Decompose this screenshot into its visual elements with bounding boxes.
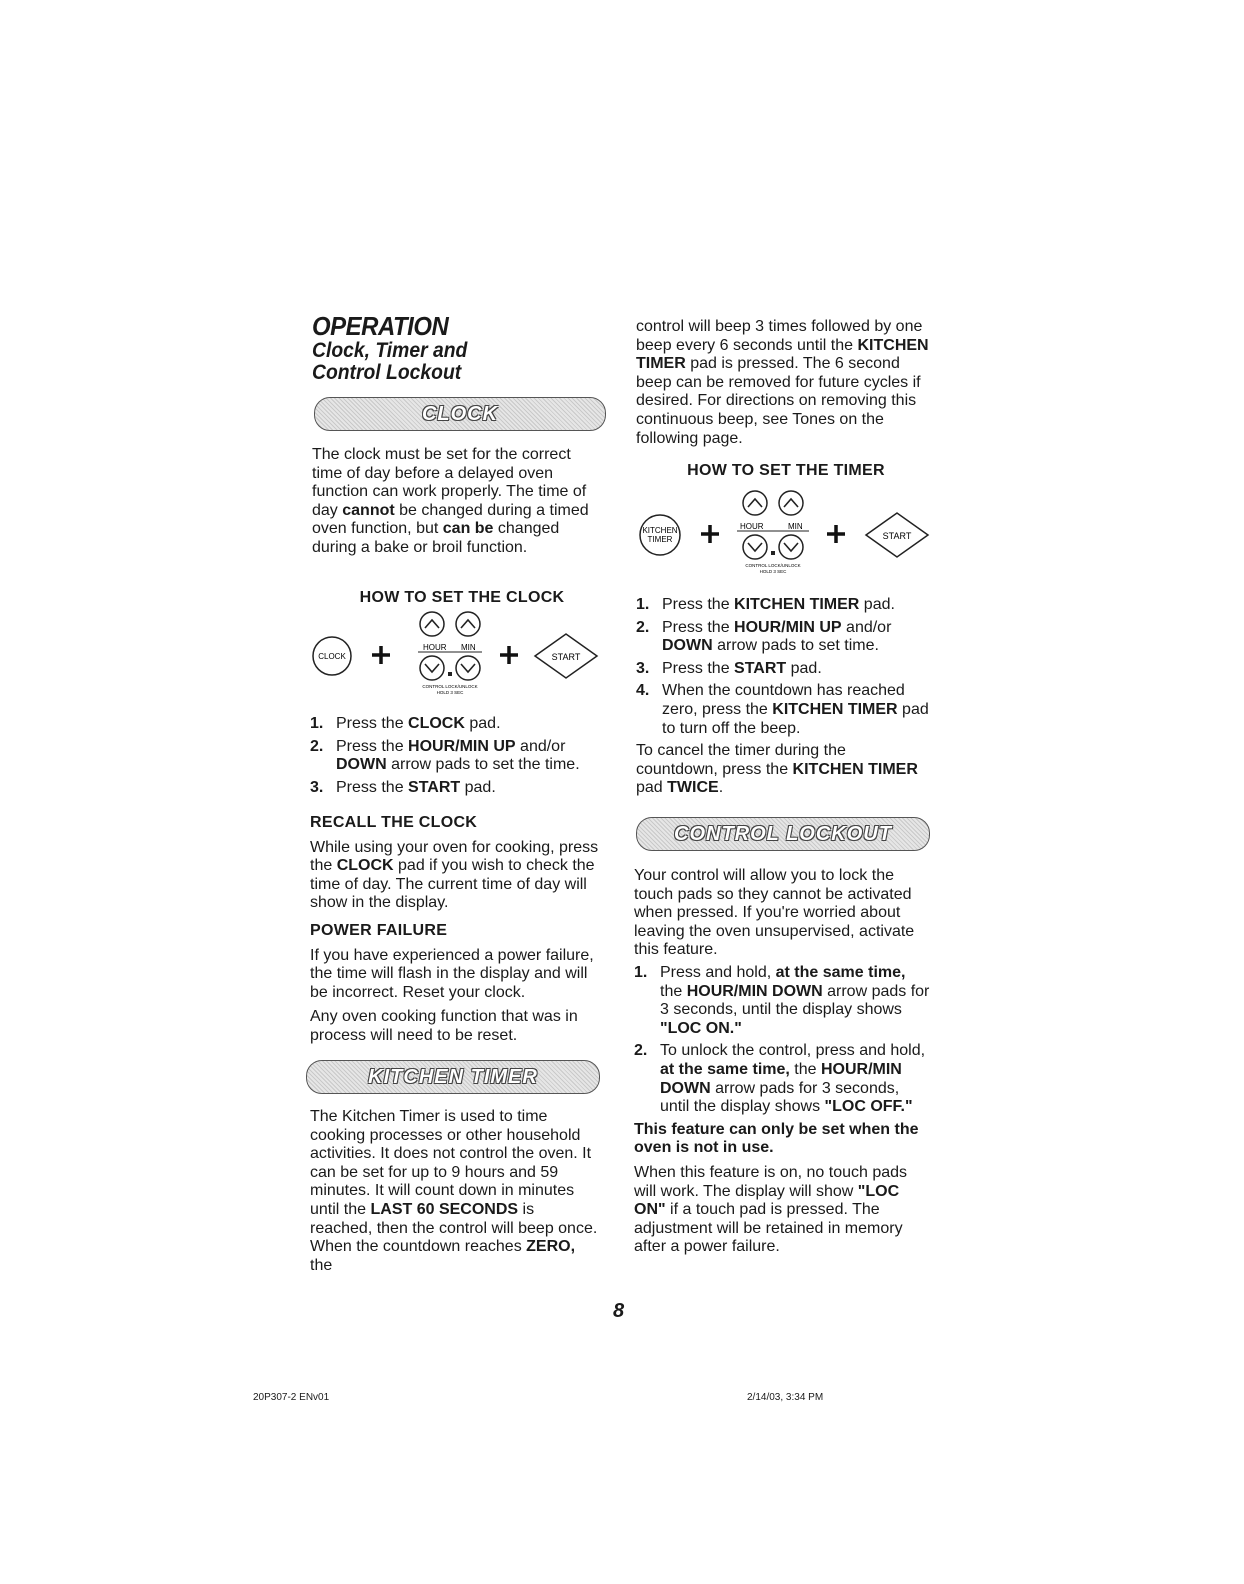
list-item: 4. When the countdown has reached zero, press the KITCHEN TIMER pad to turn off the beep.: [636, 682, 929, 737]
lockout-intro-text: Your control will allow you to lock the touch pads so they cannot be activated when pressed. If you're worried about leaving the oven unsupervised, activate this feature.: [634, 867, 915, 959]
min-down-arrow-icon: [456, 656, 480, 680]
clock-steps: [310, 715, 602, 801]
timer-continued-text: control will beep 3 times followed by one beep every 6 seconds until the KITCHEN TIMER pad is pressed. The 6 second beep can be removed for future cycles if desired. For directions on removing this continuous beep, see Tones on the following page.: [636, 318, 929, 447]
hour-up-arrow-icon: [420, 612, 444, 636]
power-failure-section: [310, 922, 602, 1046]
lockout-section: [634, 867, 930, 1257]
clock-intro-text: The clock must be set for the correct time of day before a delayed oven function can work properly. The time of day cannot be changed during a timed oven function, but can be changed during a bake or broil function.: [312, 446, 589, 556]
plus-icon: [500, 646, 518, 664]
start-pad-label: START: [882, 531, 912, 541]
howto-clock-heading: HOW TO SET THE CLOCK: [359, 589, 565, 606]
clock-keypad-diagram: [310, 608, 610, 704]
clock-banner: [314, 397, 606, 431]
kitchen-timer-pad-label-1: KITCHEN: [642, 526, 678, 535]
timer-continued: [636, 318, 936, 448]
list-item: 3. Press the START pad.: [636, 659, 822, 677]
kitchen-timer-banner: [306, 1060, 600, 1094]
lockout-final-text: When this feature is on, no touch pads will work. The display will show "LOC ON" if a touch pad is pressed. The adjustment will be retained in memory after a power failure.: [634, 1163, 908, 1256]
timer-keypad-diagram: [633, 487, 933, 583]
plus-icon: [827, 525, 845, 543]
timer-intro: [310, 1108, 600, 1275]
min-up-arrow-icon: [456, 612, 480, 636]
timer-steps: [636, 596, 930, 798]
plus-icon: [372, 646, 390, 664]
list-item: 2. Press the HOUR/MIN UP and/or DOWN arrow pads to set time.: [636, 618, 892, 655]
lock-label: CONTROL LOCK/UNLOCK: [422, 684, 478, 689]
list-item: 1. Press the KITCHEN TIMER pad.: [636, 596, 895, 613]
section-title: OPERATION: [312, 311, 449, 341]
howto-timer-heading: HOW TO SET THE TIMER: [687, 462, 885, 479]
lockout-note: This feature can only be set when the oven is not in use.: [634, 1120, 919, 1157]
min-down-arrow-icon: [779, 535, 803, 559]
kitchen-timer-banner-label: KITCHEN TIMER: [368, 1065, 538, 1088]
hour-down-arrow-icon: [743, 535, 767, 559]
footer-right: 2/14/03, 3:34 PM: [747, 1392, 824, 1403]
plus-icon: [701, 525, 719, 543]
min-up-arrow-icon: [779, 491, 803, 515]
control-lockout-banner: [636, 817, 930, 851]
recall-text: While using your oven for cooking, press the CLOCK pad if you wish to check the time of day. The current time of day will show in the display.: [310, 838, 599, 912]
min-label: MIN: [788, 522, 803, 531]
footer-left: 20P307-2 ENv01: [253, 1392, 330, 1403]
power-failure-text: If you have experienced a power failure, the time will flash in the display and will be incorrect. Reset your clock.: [310, 946, 594, 1001]
list-item: 1. Press the CLOCK pad.: [310, 715, 501, 732]
control-lockout-banner-label: CONTROL LOCKOUT: [674, 822, 892, 845]
lock-icon: [448, 672, 452, 676]
timer-intro-text: The Kitchen Timer is used to time cooking processes or other household activities. It does not control the oven. It can be set for up to 9 hours and 59 minutes. It will count down in minutes until the LAST 60 SECONDS is reached, then the control will beep once. When the countdown reaches ZERO, the: [310, 1108, 598, 1274]
page-subtitle: Clock, Timer and Control Lockout: [312, 339, 468, 384]
min-label: MIN: [461, 643, 476, 652]
left-column: [312, 312, 604, 384]
start-pad-label: START: [551, 652, 581, 662]
list-item: 2. Press the HOUR/MIN UP and/or DOWN arrow pads to set the time.: [310, 737, 580, 774]
clock-banner-label: CLOCK: [421, 402, 499, 425]
page-number: 8: [613, 1300, 625, 1322]
hour-label: HOUR: [740, 522, 764, 531]
hold-label: HOLD 3 SEC: [759, 569, 787, 574]
clock-pad-label: CLOCK: [318, 652, 346, 661]
lock-label: CONTROL LOCK/UNLOCK: [745, 563, 801, 568]
power-failure-heading: POWER FAILURE: [310, 922, 448, 939]
hour-up-arrow-icon: [743, 491, 767, 515]
recall-heading: RECALL THE CLOCK: [310, 814, 478, 831]
hold-label: HOLD 3 SEC: [436, 690, 464, 695]
lock-icon: [771, 551, 775, 555]
list-item: 3. Press the START pad.: [310, 778, 496, 796]
power-failure-text-2: Any oven cooking function that was in process will need to be reset.: [310, 1008, 578, 1044]
list-item: 1. Press and hold, at the same time, the HOUR/MIN DOWN arrow pads for 3 seconds, until the display shows "LOC ON.": [634, 963, 930, 1037]
clock-intro: [312, 446, 600, 558]
hour-down-arrow-icon: [420, 656, 444, 680]
recall-section: [310, 814, 602, 913]
timer-cancel-text: To cancel the timer during the countdown, press the KITCHEN TIMER pad TWICE.: [636, 742, 918, 797]
hour-label: HOUR: [423, 643, 447, 652]
kitchen-timer-pad-label-2: TIMER: [647, 535, 673, 544]
list-item: 2. To unlock the control, press and hold, at the same time, the HOUR/MIN DOWN arrow pads for 3 seconds, until the display shows "LOC OFF.": [634, 1042, 926, 1116]
